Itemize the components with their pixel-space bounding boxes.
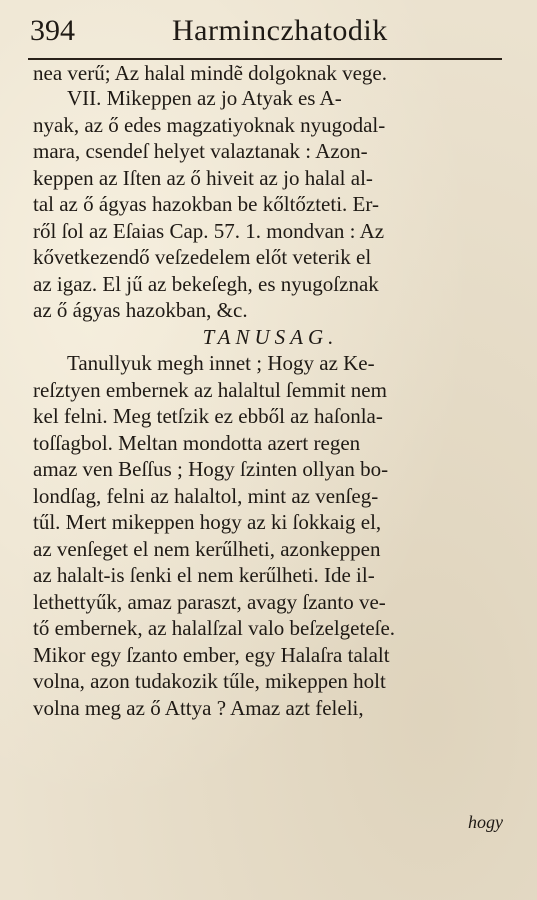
text-line: amaz ven Beſſus ; Hogy ſzinten ollyan bo- bbox=[33, 457, 389, 481]
text-line: lethettyűk, amaz paraszt, avagy ſzanto ve- bbox=[33, 589, 386, 614]
text-line: kel felni. Meg tetſzik ez ebből az haſonla- bbox=[33, 404, 383, 428]
body-text bbox=[33, 58, 508, 721]
running-head: Harminczhatodik bbox=[172, 14, 388, 47]
text-line: volna, azon tudakozik tűle, mikeppen holt bbox=[33, 669, 386, 693]
page-header bbox=[30, 14, 505, 52]
text-line: az halalt-is ſenki el nem kerűlheti. Ide il- bbox=[33, 563, 375, 587]
text-line: nea verű; Az halal mindẽ dolgoknak vege. bbox=[33, 61, 387, 85]
text-line: toſſagbol. Meltan mondotta azert regen bbox=[33, 430, 361, 455]
text-line: reſztyen embernek az halaltul ſemmit nem bbox=[33, 377, 387, 402]
text-line: az ő ágyas hazokban, &c. bbox=[33, 298, 248, 322]
text-line: VII. Mikeppen az jo Atyak es A- bbox=[67, 86, 342, 110]
text-line: nyak, az ő edes magzatiyoknak nyugodal- bbox=[33, 112, 386, 137]
catchword: hogy bbox=[468, 812, 503, 832]
text-line: Mikor egy ſzanto ember, egy Halaſra talalt bbox=[33, 642, 390, 667]
text-line: mara, csendeſ helyet valaztanak : Azon- bbox=[33, 139, 368, 163]
text-line: keppen az Iſten az ő hiveit az jo halal al- bbox=[33, 165, 373, 190]
page-number: 394 bbox=[30, 14, 75, 47]
text-line: tűl. Mert mikeppen hogy az ki ſokkaig el, bbox=[33, 510, 382, 534]
text-line: az igaz. El jű az bekeſegh, es nyugoſznak bbox=[33, 271, 379, 296]
text-line: kővetkezendő veſzedelem előt veterik el bbox=[33, 245, 372, 269]
text-line: tal az ő ágyas hazokban be kőltőzteti. Er- bbox=[33, 192, 379, 216]
text-line: ről ſol az Eſaias Cap. 57. 1. mondvan : Az bbox=[33, 218, 385, 243]
text-line: Tanullyuk megh innet ; Hogy az Ke- bbox=[67, 351, 375, 375]
text-line: az venſeget el nem kerűlheti, azonkeppen bbox=[33, 536, 381, 561]
text-line: volna meg az ő Attya ? Amaz azt feleli, bbox=[33, 695, 364, 720]
section-heading: TANUSAG. bbox=[202, 324, 339, 349]
text-line: tő embernek, az halalſzal valo beſzelgeteſe. bbox=[33, 616, 396, 640]
text-line: londſag, felni az halaltol, mint az venſeg- bbox=[33, 483, 379, 508]
